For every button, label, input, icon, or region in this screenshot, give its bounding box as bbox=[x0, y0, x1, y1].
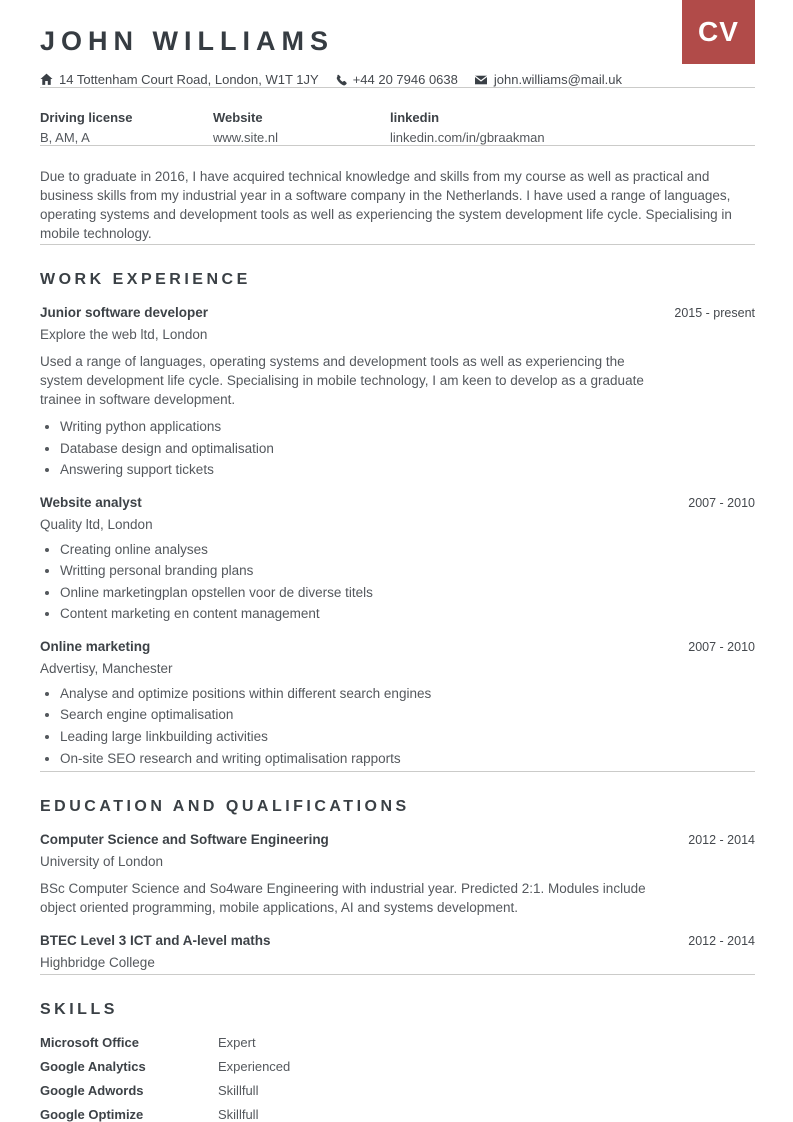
job-bullet: • On-site SEO research and writing optimalisation rapports bbox=[60, 750, 755, 768]
job-bullets bbox=[40, 418, 755, 479]
education-description: BSc Computer Science and So4ware Engineering with industrial year. Predicted 2:1. Modules include object oriented programming, mobile applications, AI and systems development. bbox=[40, 881, 646, 916]
job-bullets bbox=[40, 685, 755, 767]
education-school: University of London bbox=[40, 854, 164, 870]
section-title-work: WORK EXPERIENCE bbox=[40, 270, 251, 288]
detail-label: Driving license bbox=[40, 110, 133, 125]
detail-value: linkedin.com/in/gbraakman bbox=[390, 130, 545, 145]
job-dates: 2007 - 2010 bbox=[688, 495, 755, 510]
detail-linkedin bbox=[390, 110, 755, 145]
education-dates: 2012 - 2014 bbox=[688, 833, 755, 848]
profile-summary: Due to graduate in 2016, I have acquired technical knowledge and skills from my course as well as practical and business skills from my industrial year in a software company in the Netherlands. I have used a range of languages, operating systems and development tools as well as experiencing the system development life cycle. Specialising in mobile technology. bbox=[40, 169, 732, 242]
skills-section bbox=[40, 1001, 755, 1122]
contact-address bbox=[40, 72, 319, 87]
divider bbox=[40, 974, 755, 975]
job-entry bbox=[40, 495, 755, 623]
skill-level: Skillfull bbox=[218, 1083, 259, 1099]
job-bullet: • Leading large linkbuilding activities bbox=[60, 728, 755, 746]
job-list bbox=[40, 305, 755, 767]
detail-value: B, AM, A bbox=[40, 130, 90, 145]
detail-driving-license bbox=[40, 110, 213, 145]
contact-phone-text: +44 20 7946 0638 bbox=[352, 72, 458, 87]
cv-badge bbox=[682, 0, 755, 64]
contact-email bbox=[474, 72, 622, 87]
education-dates: 2012 - 2014 bbox=[688, 934, 755, 949]
job-company: Quality ltd, London bbox=[40, 516, 153, 532]
divider bbox=[40, 87, 755, 88]
contact-address-text: 14 Tottenham Court Road, London, W1T 1JY bbox=[59, 72, 319, 87]
divider bbox=[40, 145, 755, 146]
job-bullet: • Writting personal branding plans bbox=[60, 562, 755, 580]
job-title-row bbox=[40, 305, 755, 320]
skill-level: Experienced bbox=[218, 1059, 291, 1075]
job-title-row bbox=[40, 495, 755, 510]
skill-name: Microsoft Office bbox=[40, 1035, 139, 1051]
home-icon bbox=[40, 73, 53, 86]
skill-level: Skillfull bbox=[218, 1107, 259, 1122]
job-entry bbox=[40, 305, 755, 479]
skill-name: Google Analytics bbox=[40, 1059, 146, 1075]
phone-icon bbox=[335, 74, 347, 86]
job-title-row bbox=[40, 639, 755, 654]
page-title: JOHN WILLIAMS bbox=[40, 26, 334, 56]
job-bullet: • Database design and optimalisation bbox=[60, 440, 755, 458]
section-title-education: EDUCATION AND QUALIFICATIONS bbox=[40, 798, 410, 816]
job-company: Advertisy, Manchester bbox=[40, 660, 173, 676]
job-bullets bbox=[40, 541, 755, 623]
job-bullet: • Search engine optimalisation bbox=[60, 706, 755, 724]
job-dates: 2007 - 2010 bbox=[688, 639, 755, 654]
job-bullet: • Answering support tickets bbox=[60, 461, 755, 479]
detail-label: Website bbox=[213, 110, 263, 125]
job-bullet: • Writing python applications bbox=[60, 418, 755, 436]
job-entry bbox=[40, 639, 755, 767]
education-title: BTEC Level 3 ICT and A-level maths bbox=[40, 933, 271, 949]
skill-row bbox=[40, 1035, 755, 1050]
skill-name: Google Optimize bbox=[40, 1107, 144, 1122]
education-list bbox=[40, 832, 755, 970]
detail-website bbox=[213, 110, 390, 145]
education-title-row bbox=[40, 933, 755, 948]
skill-name: Google Adwords bbox=[40, 1083, 144, 1099]
divider bbox=[40, 771, 755, 772]
skill-row bbox=[40, 1059, 755, 1074]
cv-badge-label: CV bbox=[698, 16, 739, 47]
job-bullet: • Online marketingplan opstellen voor de diverse titels bbox=[60, 584, 755, 602]
job-bullet: • Creating online analyses bbox=[60, 541, 755, 559]
education-title-row bbox=[40, 832, 755, 847]
section-title-skills: SKILLS bbox=[40, 1001, 118, 1019]
job-dates: 2015 - present bbox=[674, 305, 755, 320]
skill-level: Expert bbox=[218, 1035, 256, 1051]
contact-phone bbox=[335, 72, 458, 87]
job-title: Website analyst bbox=[40, 494, 142, 510]
job-title: Online marketing bbox=[40, 638, 151, 654]
email-icon bbox=[474, 74, 488, 86]
job-bullet: • Analyse and optimize positions within different search engines bbox=[60, 685, 755, 703]
detail-value: www.site.nl bbox=[213, 130, 279, 145]
contact-email-text: john.williams@mail.uk bbox=[493, 72, 622, 87]
skills-list bbox=[40, 1035, 755, 1122]
job-bullet: • Content marketing en content management bbox=[60, 605, 755, 623]
job-company: Explore the web ltd, London bbox=[40, 326, 208, 342]
divider bbox=[40, 244, 755, 245]
education-section bbox=[40, 798, 755, 970]
job-title: Junior software developer bbox=[40, 304, 209, 320]
work-experience-section bbox=[40, 271, 755, 767]
skill-row bbox=[40, 1083, 755, 1098]
detail-label: linkedin bbox=[390, 110, 440, 125]
education-entry bbox=[40, 933, 755, 970]
skill-row bbox=[40, 1107, 755, 1122]
education-school: Highbridge College bbox=[40, 955, 155, 971]
education-entry bbox=[40, 832, 755, 917]
details-row bbox=[40, 110, 755, 145]
contact-row bbox=[40, 72, 755, 87]
education-title: Computer Science and Software Engineering bbox=[40, 832, 329, 848]
job-description: Used a range of languages, operating systems and development tools as well as experiencing the system development life cycle. Specialising in mobile technology, I am keen to develop as a graduate trainee in software development. bbox=[40, 353, 644, 407]
